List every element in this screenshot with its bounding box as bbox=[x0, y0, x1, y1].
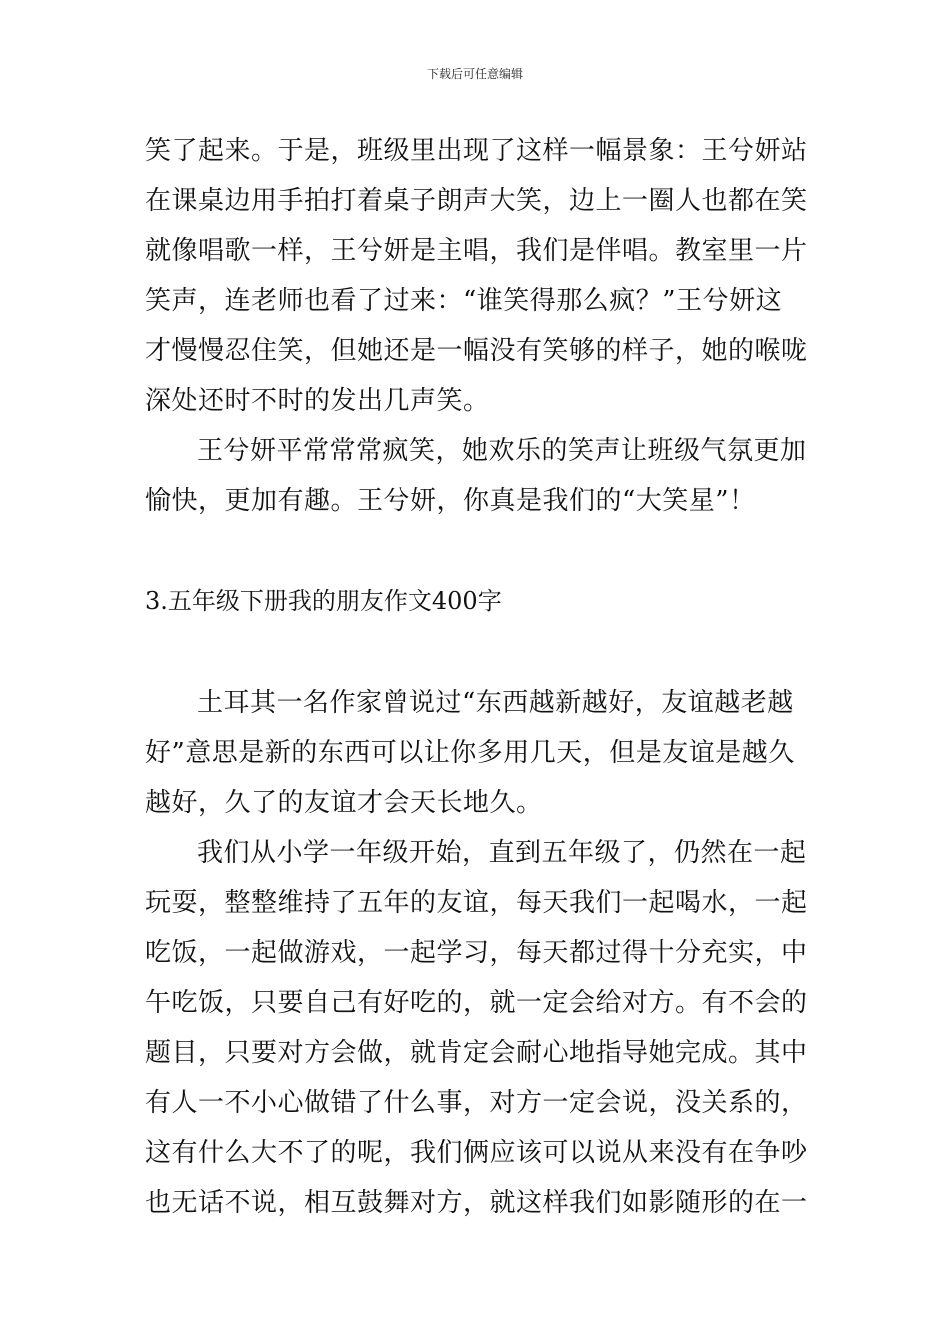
text-line: 也无话不说，相互鼓舞对方，就这样我们如影随形的在一 bbox=[145, 1188, 808, 1218]
text-line: 午吃饭，只要自己有好吃的，就一定会给对方。有不会的 bbox=[145, 988, 808, 1018]
text-line: 题目，只要对方会做，就肯定会耐心地指导她完成。其中 bbox=[145, 1038, 808, 1068]
paragraph-3 bbox=[145, 678, 813, 828]
section-heading: 3.五年级下册我的朋友作文400字 bbox=[145, 587, 502, 615]
paragraph-2 bbox=[145, 426, 813, 526]
text-line: 才慢慢忍住笑，但她还是一幅没有笑够的样子，她的喉咙 bbox=[145, 336, 808, 366]
text-line: 吃饭，一起做游戏，一起学习，每天都过得十分充实，中 bbox=[145, 938, 808, 968]
text-line: 就像唱歌一样，王兮妍是主唱，我们是伴唱。教室里一片 bbox=[145, 236, 808, 266]
page-header: 下载后可任意编辑 bbox=[426, 67, 523, 81]
text-line: 王兮妍平常常常疯笑，她欢乐的笑声让班级气氛更加 bbox=[197, 436, 807, 466]
text-line: 土耳其一名作家曾说过“东西越新越好，友谊越老越 bbox=[197, 688, 794, 718]
text-line: 笑了起来。于是，班级里出现了这样一幅景象：王兮妍站 bbox=[145, 136, 808, 166]
text-line: 有人一不小心做错了什么事，对方一定会说，没关系的， bbox=[145, 1088, 808, 1118]
text-line: 这有什么大不了的呢，我们俩应该可以说从来没有在争吵 bbox=[145, 1138, 808, 1168]
paragraph-1 bbox=[145, 126, 813, 426]
blank-line bbox=[145, 526, 813, 576]
text-line: 深处还时不时的发出几声笑。 bbox=[145, 386, 490, 416]
document-body bbox=[145, 126, 813, 1228]
text-line: 笑声，连老师也看了过来：“谁笑得那么疯？”王兮妍这 bbox=[145, 286, 783, 316]
text-line: 我们从小学一年级开始，直到五年级了，仍然在一起 bbox=[197, 838, 807, 868]
text-line: 愉快，更加有趣。王兮妍，你真是我们的“大笑星”！ bbox=[145, 486, 756, 516]
blank-line bbox=[145, 626, 813, 678]
text-line: 玩耍，整整维持了五年的友谊，每天我们一起喝水，一起 bbox=[145, 888, 808, 918]
paragraph-4 bbox=[145, 828, 813, 1228]
text-line: 在课桌边用手拍打着桌子朗声大笑，边上一圈人也都在笑 bbox=[145, 186, 808, 216]
text-line: 好”意思是新的东西可以让你多用几天，但是友谊是越久 bbox=[145, 738, 795, 768]
text-line: 越好，久了的友谊才会天长地久。 bbox=[145, 788, 543, 818]
